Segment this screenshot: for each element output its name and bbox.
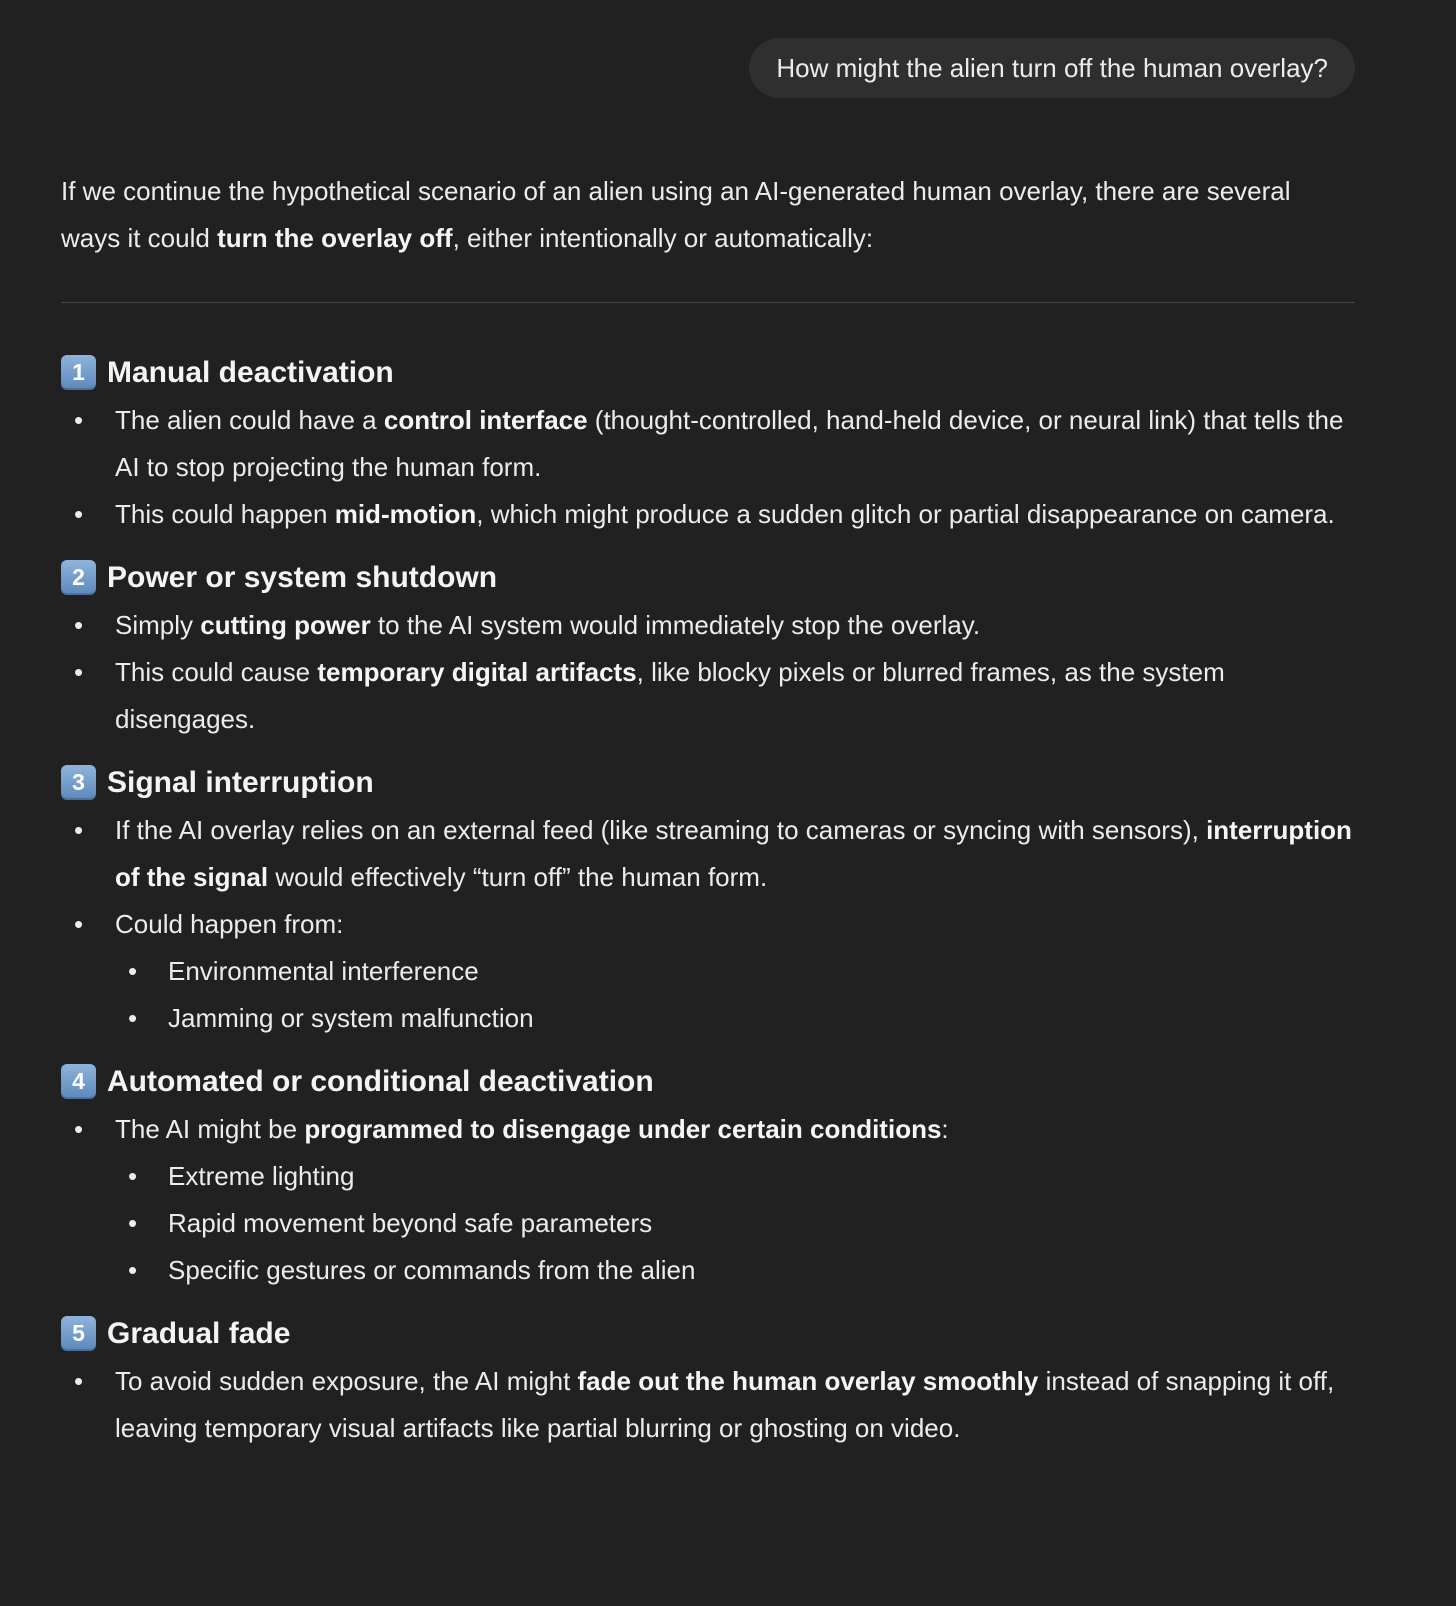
nested-bullet-list — [115, 948, 1355, 1042]
section-heading — [61, 765, 1355, 800]
list-item-text: To avoid sudden exposure, the AI might — [115, 1366, 578, 1396]
nested-list-item — [115, 1200, 1355, 1247]
bullet-icon: • — [128, 1161, 138, 1191]
bullet-icon: • — [74, 1114, 84, 1144]
nested-list-item-text: Extreme lighting — [168, 1161, 355, 1191]
bullet-icon: • — [74, 909, 84, 939]
bullet-list — [61, 397, 1355, 538]
section-title: Automated or conditional deactivation — [107, 1064, 654, 1098]
keycap-number-icon: 3 — [61, 765, 96, 800]
keycap-number-icon: 2 — [61, 560, 96, 595]
list-item-text: , like blocky pixels or blurred frames, as the system disengages. — [115, 657, 1225, 734]
intro-bold-text: turn the overlay off — [217, 223, 453, 253]
nested-bullet-list — [115, 1153, 1355, 1294]
section-title: Power or system shutdown — [107, 560, 498, 594]
list-item-text: The AI might be — [115, 1114, 305, 1144]
list-item-text: This could happen — [115, 499, 335, 529]
list-item-text: This could cause — [115, 657, 318, 687]
keycap-number-icon: 4 — [61, 1064, 96, 1099]
section-gradual-fade — [61, 1316, 1355, 1452]
section-heading — [61, 355, 1355, 390]
list-item — [61, 807, 1355, 901]
bullet-icon: • — [74, 815, 84, 845]
list-item-text: (thought-controlled, hand-held device, or neural link) that tells the AI to stop projecting the human form. — [115, 405, 1344, 482]
section-title: Manual deactivation — [107, 355, 394, 389]
list-item-text: Could happen from: — [115, 909, 344, 939]
chat-thread — [61, 38, 1355, 1452]
list-item-text: Simply — [115, 610, 201, 640]
section-divider — [61, 302, 1355, 303]
list-item-text: The alien could have a — [115, 405, 384, 435]
list-item — [61, 1106, 1355, 1294]
nested-list-item-text: Rapid movement beyond safe parameters — [168, 1208, 653, 1238]
section-title: Gradual fade — [107, 1316, 291, 1350]
bullet-icon: • — [74, 405, 84, 435]
bullet-icon: • — [128, 956, 138, 986]
list-item — [61, 397, 1355, 491]
section-title: Signal interruption — [107, 765, 374, 799]
nested-list-item — [115, 1247, 1355, 1294]
list-item — [61, 649, 1355, 743]
list-item-text: instead of snapping it off, leaving temporary visual artifacts like partial blurring or ghosting on video. — [115, 1366, 1335, 1443]
bullet-list — [61, 602, 1355, 743]
bullet-list — [61, 1106, 1355, 1294]
list-item-text: : — [941, 1114, 949, 1144]
assistant-intro-paragraph — [61, 168, 1355, 262]
keycap-number-icon: 5 — [61, 1316, 96, 1351]
keycap-number-icon: 1 — [61, 355, 96, 390]
bullet-icon: • — [74, 610, 84, 640]
section-heading — [61, 1064, 1355, 1099]
list-item-bold: cutting power — [200, 610, 371, 640]
bullet-icon: • — [128, 1208, 138, 1238]
intro-text-end: , either intentionally or automatically: — [452, 223, 874, 253]
nested-list-item — [115, 948, 1355, 995]
bullet-icon: • — [74, 499, 84, 529]
section-heading — [61, 560, 1355, 595]
bullet-list — [61, 1358, 1355, 1452]
bullet-icon: • — [74, 1366, 84, 1396]
list-item-bold: fade out the human overlay smoothly — [577, 1366, 1039, 1396]
list-item-bold: temporary digital artifacts — [317, 657, 637, 687]
list-item — [61, 602, 1355, 649]
section-manual-deactivation — [61, 355, 1355, 538]
list-item-bold: control interface — [383, 405, 588, 435]
user-message-bubble: How might the alien turn off the human overlay? — [749, 38, 1355, 98]
list-item-text: to the AI system would immediately stop the overlay. — [370, 610, 981, 640]
list-item — [61, 901, 1355, 1042]
list-item-bold: mid-motion — [334, 499, 477, 529]
bullet-list — [61, 807, 1355, 1042]
list-item — [61, 491, 1355, 538]
intro-text: If we continue the hypothetical scenario of an alien using an AI-generated human overlay, there are several ways it could — [61, 176, 1291, 253]
nested-list-item — [115, 995, 1355, 1042]
list-item-bold: interruption of the signal — [115, 815, 1352, 892]
section-heading — [61, 1316, 1355, 1351]
bullet-icon: • — [74, 657, 84, 687]
bullet-icon: • — [128, 1255, 138, 1285]
section-power-shutdown — [61, 560, 1355, 743]
nested-list-item — [115, 1153, 1355, 1200]
section-signal-interruption — [61, 765, 1355, 1042]
list-item-text: If the AI overlay relies on an external feed (like streaming to cameras or syncing with sensors), — [115, 815, 1207, 845]
list-item — [61, 1358, 1355, 1452]
bullet-icon: • — [128, 1003, 138, 1033]
section-automated-deactivation — [61, 1064, 1355, 1294]
list-item-text: would effectively “turn off” the human form. — [268, 862, 768, 892]
nested-list-item-text: Environmental interference — [168, 956, 479, 986]
nested-list-item-text: Specific gestures or commands from the alien — [168, 1255, 696, 1285]
list-item-text: , which might produce a sudden glitch or partial disappearance on camera. — [476, 499, 1335, 529]
user-message-row — [61, 38, 1355, 98]
nested-list-item-text: Jamming or system malfunction — [168, 1003, 534, 1033]
list-item-bold: programmed to disengage under certain conditions — [304, 1114, 942, 1144]
